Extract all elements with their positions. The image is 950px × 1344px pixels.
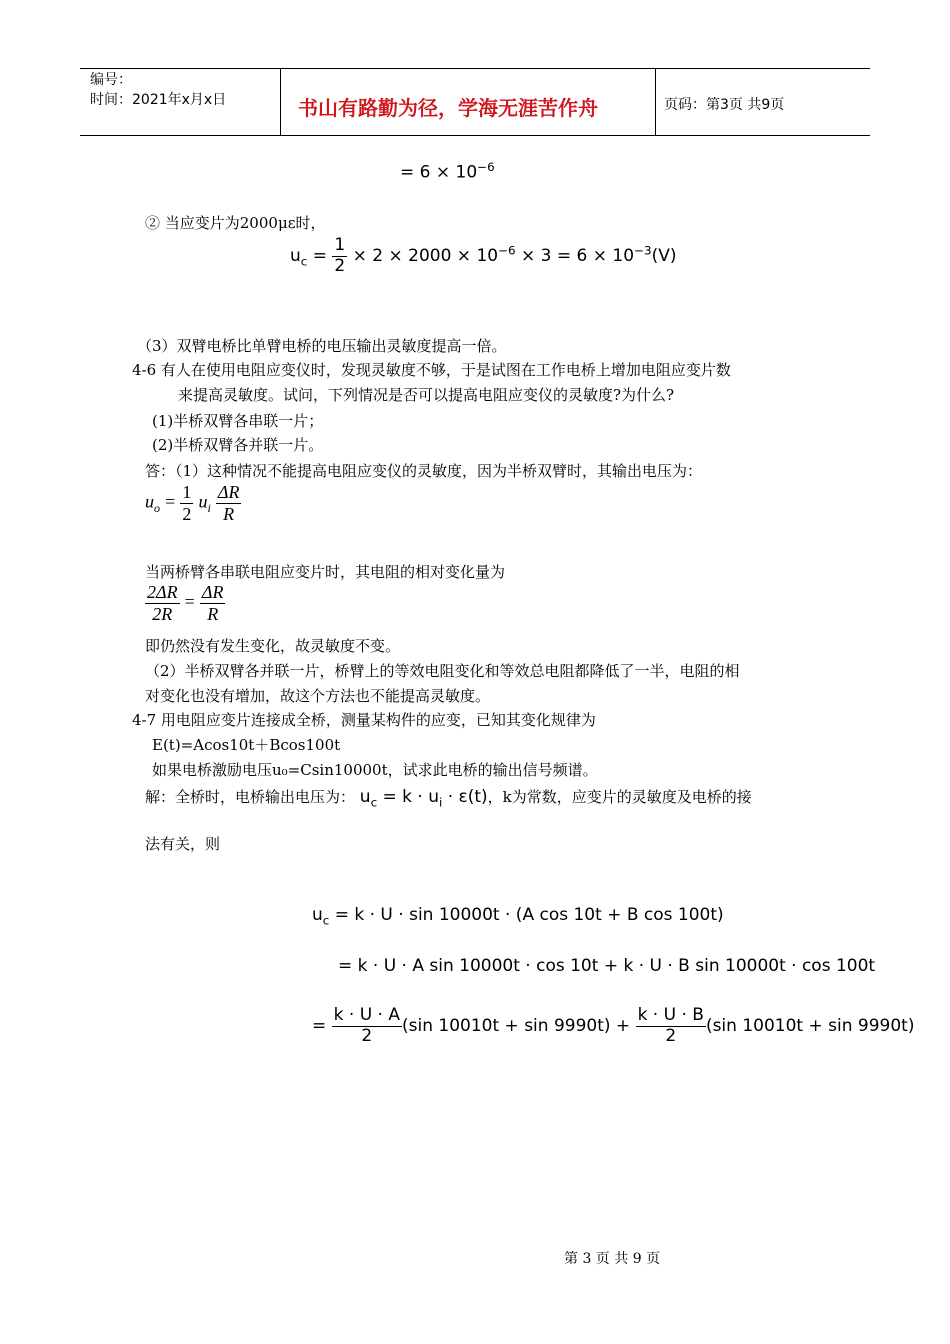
eq2-frac-den: 2 (334, 255, 346, 276)
f1-lhs-sub: o (154, 500, 160, 515)
header-divider-left (280, 68, 281, 136)
answer-2-line1: （2）半桥双臂各并联一片，桥臂上的等效电阻变化和等效总电阻都降低了一半，电阻的相 (145, 662, 740, 680)
header-bottom-rule (80, 135, 870, 136)
sol-pre: 解：全桥时，电桥输出电压为： (145, 788, 356, 806)
f2-den2: R (207, 603, 219, 624)
sol-formula-u: u (359, 787, 371, 807)
f1-den2: R (223, 503, 235, 524)
eq-top-exp: −6 (477, 160, 495, 174)
f1-ui: u (198, 491, 208, 512)
sol-formula-sub: c (370, 795, 378, 810)
f2-den1: 2R (152, 603, 173, 624)
sol-post: ，k为常数，应变片的灵敏度及电桥的接 (487, 788, 752, 806)
eq2-mid: × 2 × 2000 × 10 (352, 246, 499, 267)
eq3-l3-den1: 2 (361, 1025, 373, 1046)
series-text: 当两桥臂各串联电阻应变片时，其电阻的相对变化量为 (145, 563, 506, 581)
formula-relative-change (145, 582, 225, 624)
eq2-exp1: −6 (498, 243, 516, 258)
eq3-l3-eq: = (312, 1016, 327, 1037)
question-4-6-line2: 来提高灵敏度。试问，下列情况是否可以提高电阻应变仪的灵敏度?为什么? (178, 386, 675, 404)
question-4-6-option1: (1)半桥双臂各串联一片； (152, 412, 324, 430)
f1-ui-sub: i (207, 500, 211, 515)
f2-num1: 2ΔR (147, 582, 178, 602)
solution-line1 (145, 786, 752, 809)
answer-2-line2: 对变化也没有增加，故这个方法也不能提高灵敏度。 (145, 687, 491, 705)
header-motto: 书山有路勤为径，学海无涯苦作舟 (298, 96, 598, 120)
equation-result-top (400, 160, 495, 183)
f2-num2: ΔR (201, 582, 224, 602)
sol-formula-rest: = k · u (377, 787, 440, 807)
formula-output-voltage (145, 482, 241, 524)
page-footer: 第 3 页 共 9 页 (564, 1251, 661, 1267)
equation-uc-2000: $u_c$ = $\frac{1}{2}$ × $2 \times 2000 \times 10^{-6} \times 3 = 6 \times 10^{-3}(V)$ (290, 235, 677, 276)
question-4-7-equation: E(t)=Acos10t＋Bcos100t (152, 736, 341, 754)
eq2-exp2: −3 (634, 243, 652, 258)
f2-fraction-left (145, 582, 180, 624)
question-4-7-line1: 4-7 用电阻应变片连接成全桥，测量某构件的应变，已知其变化规律为 (132, 711, 596, 729)
eq2-lhs-sub: c (300, 254, 308, 269)
derivation-line3 (312, 1006, 914, 1046)
eq3-l3-paren1: (sin 10010t + sin 9990t) + (402, 1016, 631, 1037)
item-2-text: ② 当应变片为2000με时， (145, 214, 326, 232)
unchanged-text: 即仍然没有发生变化，故灵敏度不变。 (145, 637, 401, 655)
eq2-mid2: × 3 = 6 × 10 (515, 246, 635, 267)
solution-line2: 法有关，则 (145, 835, 221, 853)
eq3-l3-num1: k · U · A (333, 1005, 400, 1025)
f1-den: 2 (182, 503, 192, 524)
f1-lhs: u (145, 491, 154, 512)
sol-formula-rest2: · ε(t) (442, 787, 488, 807)
header-divider-right (655, 68, 656, 136)
header-page-info: 页码：第3页 共9页 (664, 97, 785, 113)
eq2-frac-num: 1 (334, 235, 346, 255)
derivation-line1 (312, 905, 724, 927)
header-top-rule (80, 68, 870, 69)
f1-num2: ΔR (217, 482, 240, 502)
eq2-fraction (332, 236, 347, 276)
eq3-l3-num2: k · U · B (637, 1005, 704, 1025)
header-time: 时间：2021年x月x日 (90, 92, 227, 108)
sol-formula (359, 787, 488, 810)
eq3-l1-rhs: = k · U · sin 10000t · (A cos 10t + B cos 100t) (329, 905, 724, 925)
f1-equals: = (165, 491, 176, 512)
eq3-l1-sub: c (322, 913, 330, 928)
eq3-l3-frac2 (636, 1006, 706, 1046)
eq2-lhs: u (290, 246, 301, 267)
sol-formula-sub2: i (439, 795, 443, 810)
f1-num: 1 (182, 482, 192, 502)
item-3-text: （3）双臂电桥比单臂电桥的电压输出灵敏度提高一倍。 (137, 337, 507, 355)
f1-fraction-half (180, 482, 193, 524)
f2-equals: = (184, 591, 195, 612)
question-4-7-line3: 如果电桥激励电压u₀=Csin10000t，试求此电桥的输出信号频谱。 (152, 761, 598, 779)
answer-1-text: 答：（1）这种情况不能提高电阻应变仪的灵敏度，因为半桥双臂时，其输出电压为： (145, 462, 703, 480)
f2-fraction-right (200, 582, 226, 624)
derivation-line2: = k · U · A sin 10000t · cos 10t + k · U · B sin 10000t · cos 100t (338, 956, 876, 976)
eq3-l3-paren2: (sin 10010t + sin 9990t) (705, 1016, 915, 1037)
eq3-l3-den2: 2 (665, 1025, 677, 1046)
question-4-6-option2: (2)半桥双臂各并联一片。 (152, 436, 324, 454)
question-4-6-line1: 4-6 有人在使用电阻应变仪时，发现灵敏度不够，于是试图在工作电桥上增加电阻应变片数 (132, 361, 731, 379)
eq-top-base: = 6 × 10 (400, 162, 478, 183)
header-number: 编号： (90, 72, 132, 88)
eq3-l1-lhs: u (312, 905, 323, 925)
eq2-tail: (V) (651, 246, 677, 267)
f1-fraction-dr (216, 482, 242, 524)
eq3-l3-frac1 (332, 1006, 402, 1046)
